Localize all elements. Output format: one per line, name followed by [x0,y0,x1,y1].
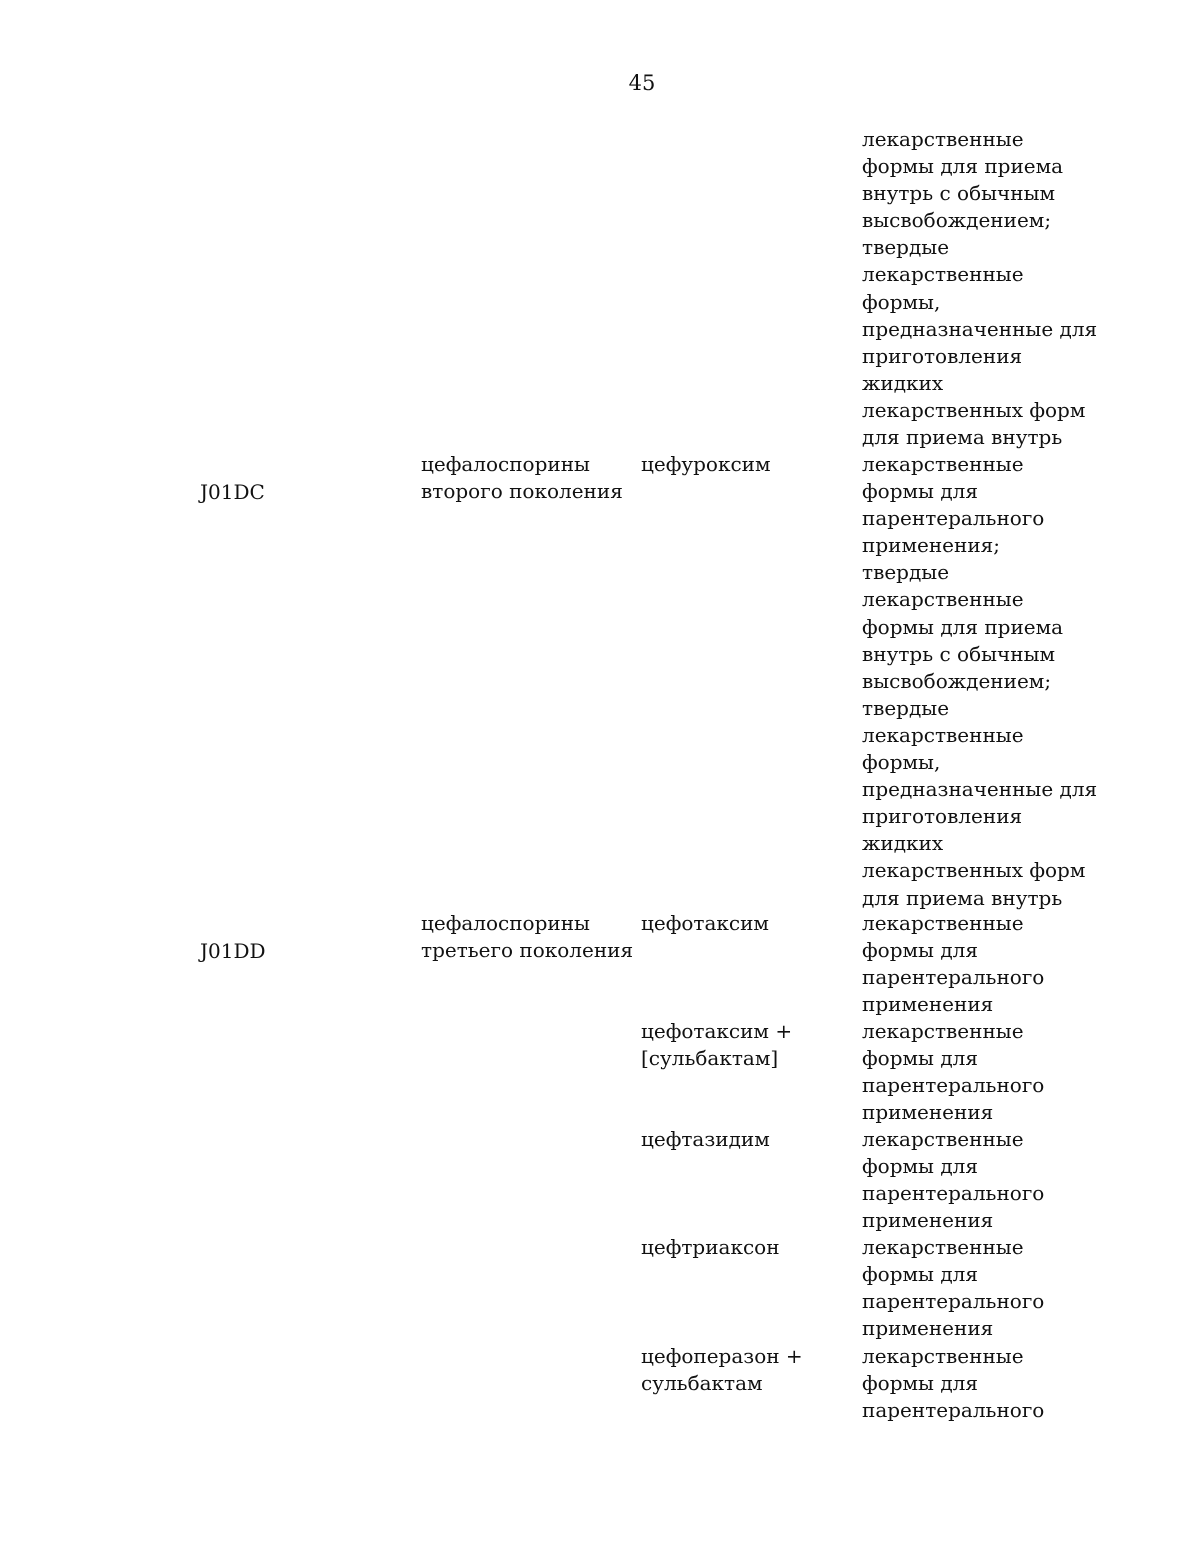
dosage-forms [862,1234,1044,1342]
form-line: внутрь с обычным [862,181,1056,206]
form-line: лекарственные [862,1344,1024,1368]
form-line: формы для [862,938,978,963]
form-line: лекарственные [862,1019,1024,1043]
form-line: применения [862,1316,994,1341]
atc-code-text: J01DC [200,480,265,504]
form-line: предназначенные для [862,777,1098,802]
dosage-forms [862,910,1044,1018]
form-line: лекарственные [862,911,1024,935]
form-line: парентерального [862,1073,1045,1098]
form-line: приготовления [862,804,1023,829]
form-line: применения [862,1208,994,1233]
form-line: формы для [862,1154,978,1179]
form-line: лекарственные [862,262,1024,287]
form-line: применения; [862,533,1001,558]
drug-name-line: [сульбактам] [641,1046,779,1071]
form-line: парентерального [862,1289,1045,1314]
page-number: 45 [628,71,656,95]
drug-name-line: цефуроксим [641,452,771,476]
form-line: применения [862,992,994,1017]
form-line: применения [862,1100,994,1125]
drug-name [641,451,771,478]
form-line: высвобождением; [862,208,1052,233]
form-line: лекарственные [862,587,1024,612]
form-line: жидких [862,831,944,856]
drug-name [641,1126,770,1153]
form-line: внутрь с обычным [862,641,1056,666]
group-name-line: цефалоспорины [421,452,590,476]
form-line: формы для [862,479,978,504]
form-line: парентерального [862,965,1045,990]
drug-name-line: цефотаксим [641,911,769,935]
dosage-forms [862,1018,1044,1126]
form-line: формы для приема [862,614,1064,639]
form-line: парентерального [862,1181,1045,1206]
drug-name-line: цефотаксим + [641,1019,793,1043]
form-line: для приема внутрь [862,425,1063,450]
form-line: лекарственные [862,452,1024,476]
form-line: твердые [862,235,950,260]
form-line: формы, [862,289,941,314]
form-line: лекарственные [862,722,1024,747]
dosage-forms [862,1343,1044,1424]
form-line: приготовления [862,343,1023,368]
form-line: лекарственные [862,1235,1024,1259]
drug-name-line: цефтазидим [641,1127,770,1151]
group-name-line: цефалоспорины [421,911,590,935]
drug-name [641,910,769,937]
form-line: твердые [862,695,950,720]
drug-name-line: сульбактам [641,1371,763,1396]
form-line: формы для приема [862,154,1064,179]
form-line: формы для [862,1371,978,1396]
atc-code [200,938,266,965]
group-name-line: третьего поколения [421,938,634,963]
dosage-forms [862,1126,1044,1234]
drug-name-line: цефоперазон + [641,1344,803,1368]
atc-code-text: J01DD [200,939,266,963]
group-name [421,910,633,964]
drug-name [641,1343,803,1397]
form-line: твердые [862,560,950,585]
group-name [421,451,623,505]
form-line: формы для [862,1046,978,1071]
form-line: высвобождением; [862,668,1052,693]
form-line: парентерального [862,1398,1045,1423]
form-line: лекарственных форм [862,397,1086,422]
drug-name [641,1234,780,1261]
form-line: жидких [862,370,944,395]
form-line: лекарственные [862,127,1024,151]
atc-code [200,479,265,506]
form-line: лекарственные [862,1127,1024,1151]
continuation-dosage-forms [862,126,1097,451]
drug-name-line: цефтриаксон [641,1235,780,1259]
form-line: лекарственных форм [862,858,1086,883]
form-line: формы, [862,750,941,775]
form-line: предназначенные для [862,316,1098,341]
form-line: парентерального [862,506,1045,531]
group-name-line: второго поколения [421,479,623,504]
form-line: формы для [862,1262,978,1287]
drug-name [641,1018,792,1072]
dosage-forms [862,451,1097,912]
form-line: для приема внутрь [862,885,1063,910]
